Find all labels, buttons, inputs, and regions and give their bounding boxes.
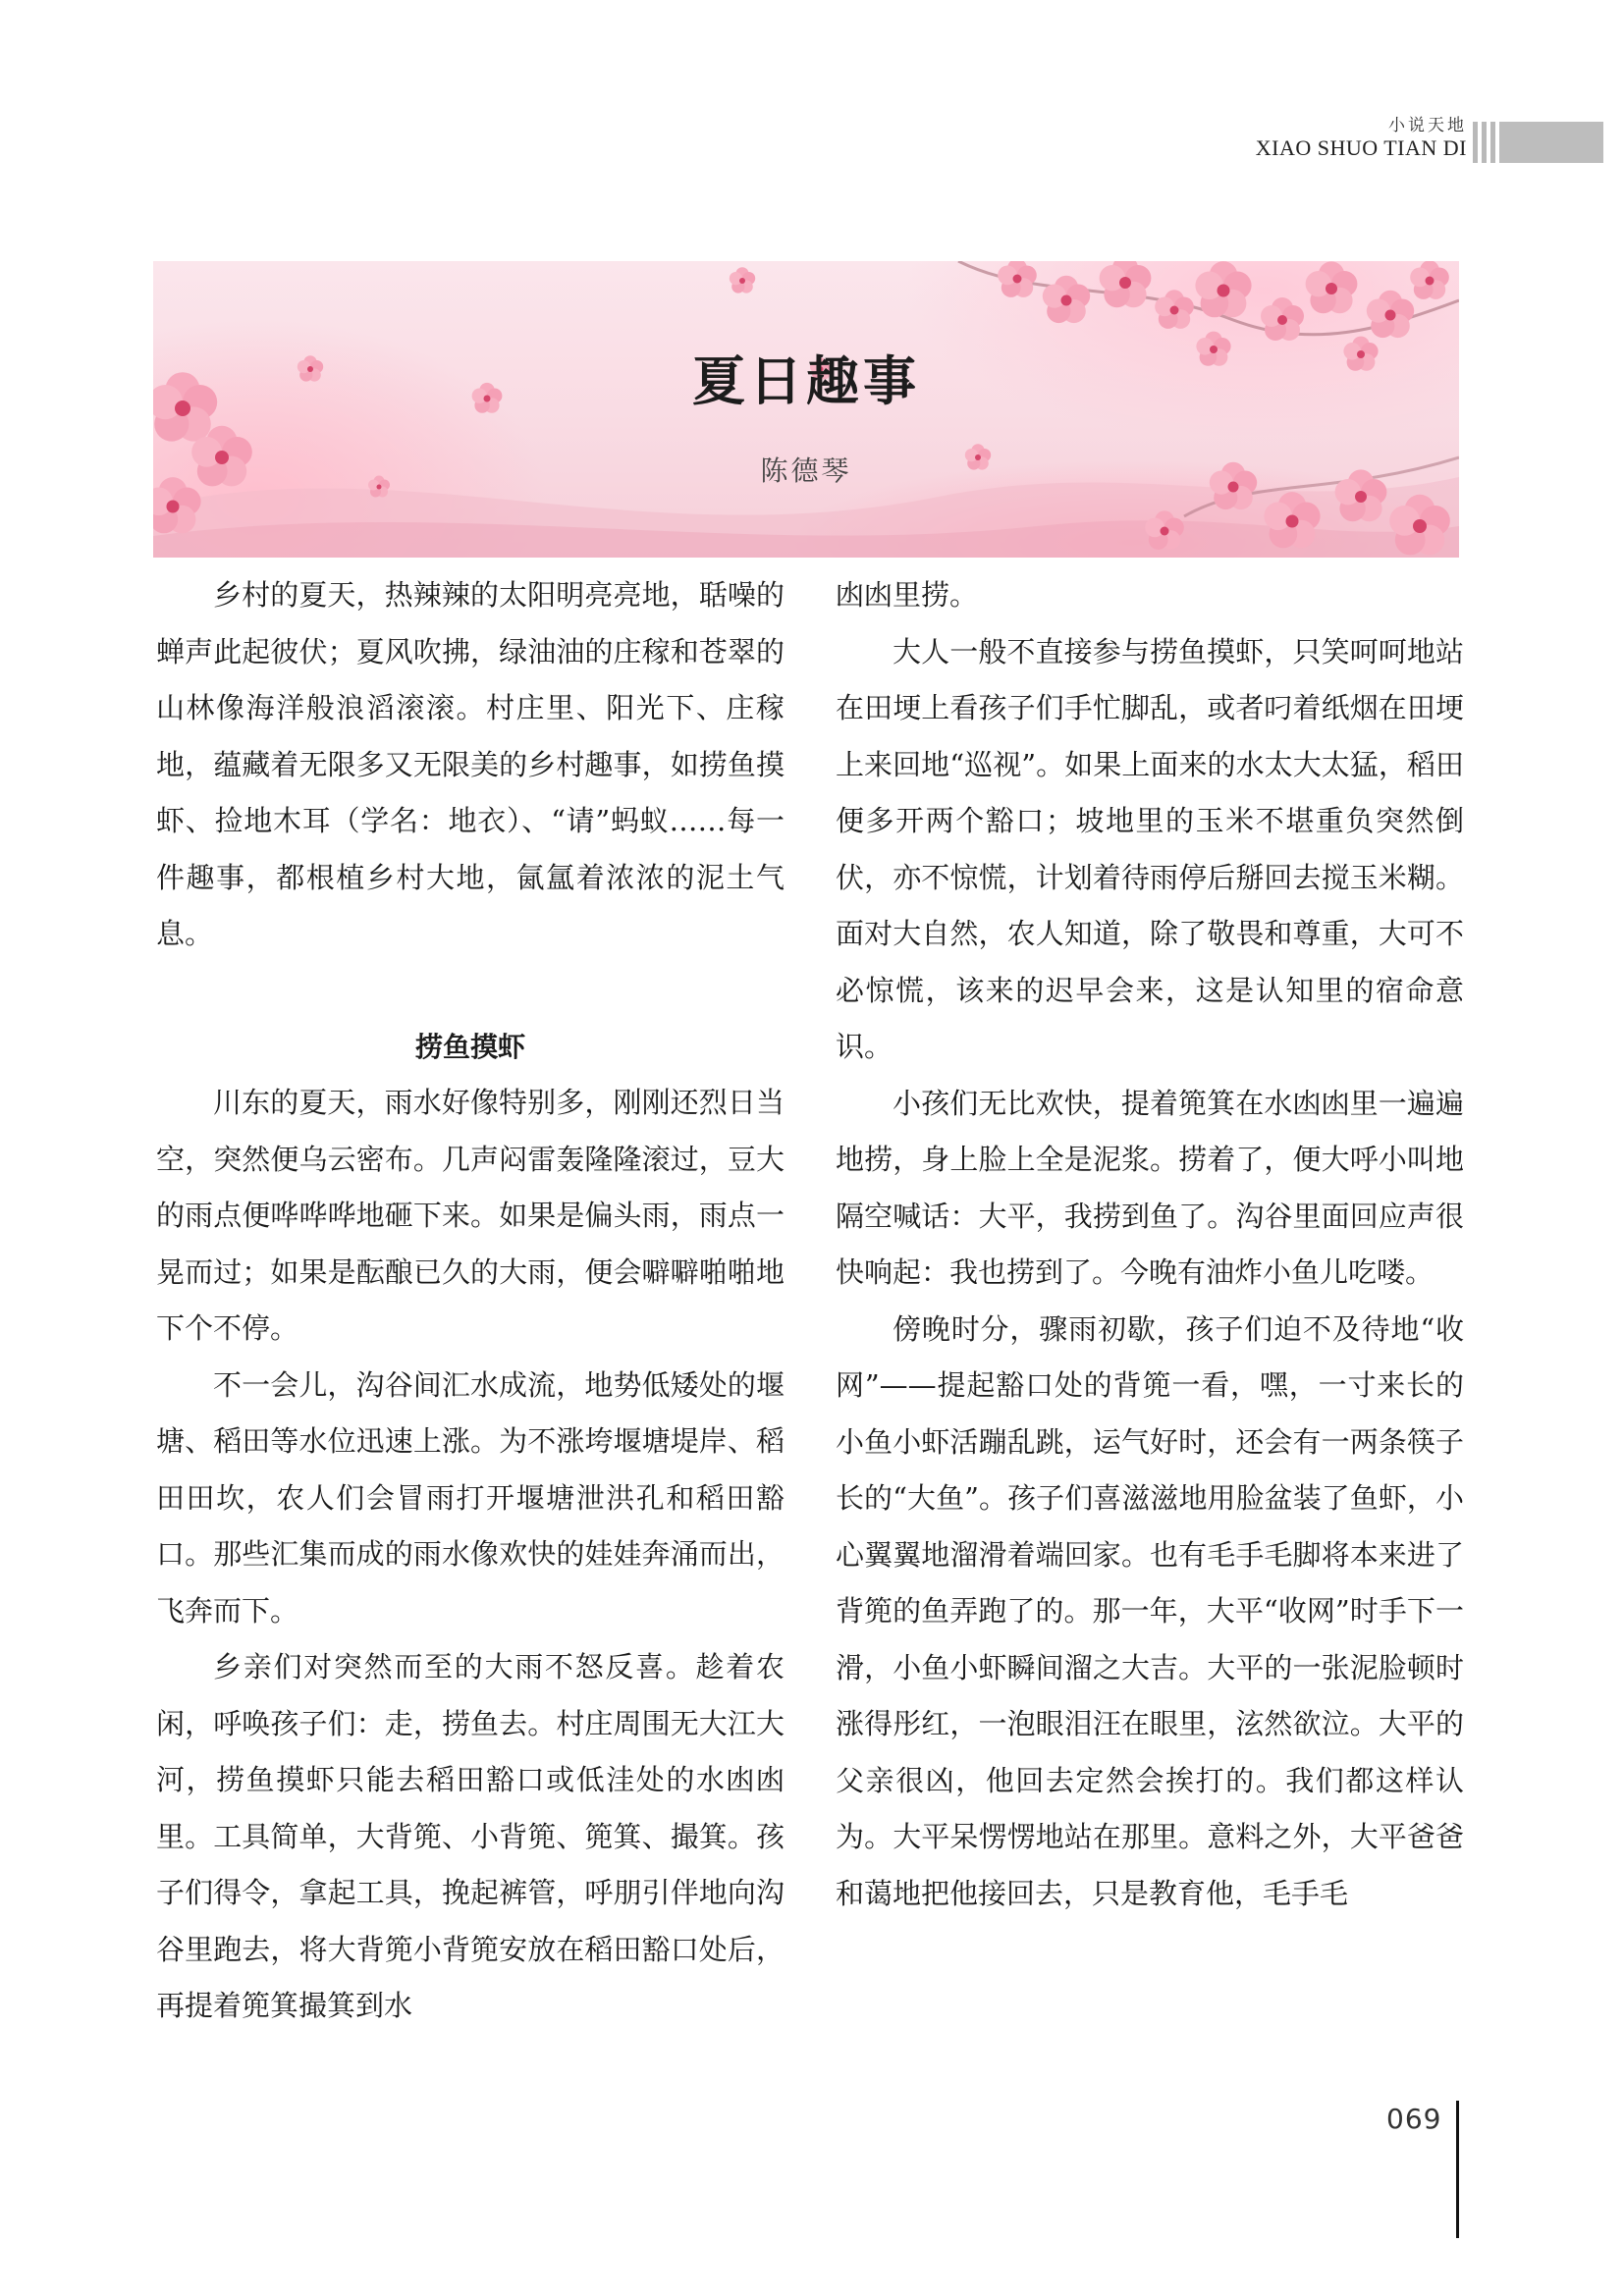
running-header	[1256, 116, 1467, 161]
section-heading: 捞鱼摸虾	[414, 1030, 525, 1063]
paragraph: 川东的夏天，雨水好像特别多，刚刚还烈日当空，突然便乌云密布。几声闷雷轰隆隆滚过，豆大的雨点便哗哗哗地砸下来。如果是偏头雨，雨点一晃而过；如果是酝酿已久的大雨，便会噼噼啪啪地下个不停。	[156, 1086, 785, 1345]
right-column	[836, 567, 1464, 1922]
column-name-en: XIAO SHUO TIAN DI	[1255, 135, 1467, 160]
article-title: 夏日趣事	[692, 350, 920, 412]
title-banner	[153, 261, 1459, 558]
paragraph: 不一会儿，沟谷间汇水成流，地势低矮处的堰塘、稻田等水位迅速上涨。为不涨垮堰塘堤岸、稻田田坎，农人们会冒雨打开堰塘泄洪孔和稻田豁口。那些汇集而成的雨水像欢快的娃娃奔涌而出，飞奔而下。	[156, 1367, 785, 1628]
paragraph-continuation: 凼凼里捞。	[836, 578, 979, 612]
column-name-cn: 小说天地	[1388, 116, 1467, 135]
left-column	[156, 567, 785, 2035]
paragraph: 小孩们无比欢快，提着篼箕在水凼凼里一遍遍地捞，身上脸上全是泥浆。捞着了，便大呼小叫地隔空喊话：大平，我捞到鱼了。沟谷里面回应声很快响起：我也捞到了。今晚有油炸小鱼儿吃喽。	[836, 1086, 1464, 1289]
page-number: 069	[1386, 2103, 1442, 2135]
paragraph: 大人一般不直接参与捞鱼摸虾，只笑呵呵地站在田埂上看孩子们手忙脚乱，或者叼着纸烟在田埂上来回地“巡视”。如果上面来的水太大太猛，稻田便多开两个豁口；坡地里的玉米不堪重负突然倒伏，亦不惊慌，计划着待雨停后掰回去搅玉米糊。面对大自然，农人知道，除了敬畏和尊重，大可不必惊慌，该来的迟早会来，这是认知里的宿命意识。	[836, 634, 1464, 1063]
article-author: 陈德琴	[760, 454, 852, 487]
footer-rule	[1456, 2101, 1459, 2238]
paragraph: 乡亲们对突然而至的大雨不怒反喜。趁着农闲，呼唤孩子们：走，捞鱼去。村庄周围无大江大河，捞鱼摸虾只能去稻田豁口或低洼处的水凼凼里。工具简单，大背篼、小背篼、篼箕、撮箕。孩子们得令，拿起工具，挽起裤管，呼朋引伴地向沟谷里跑去，将大背篼小背篼安放在稻田豁口处后，再提着篼箕撮箕到水	[156, 1650, 785, 2022]
paragraph: 乡村的夏天，热辣辣的太阳明亮亮地，聒噪的蝉声此起彼伏；夏风吹拂，绿油油的庄稼和苍翠的山林像海洋般浪滔滚滚。村庄里、阳光下、庄稼地，蕴藏着无限多又无限美的乡村趣事，如捞鱼摸虾、捡地木耳（学名：地衣）、“请”蚂蚁……每一件趣事，都根植乡村大地，氤氲着浓浓的泥土气息。	[156, 578, 785, 950]
paragraph: 傍晚时分，骤雨初歇，孩子们迫不及待地“收网”——提起豁口处的背篼一看，嘿，一寸来长的小鱼小虾活蹦乱跳，运气好时，还会有一两条筷子长的“大鱼”。孩子们喜滋滋地用脸盆装了鱼虾，小心翼翼地溜滑着端回家。也有毛手毛脚将本来进了背篼的鱼弄跑了的。那一年，大平“收网”时手下一滑，小鱼小虾瞬间溜之大吉。大平的一张泥脸顿时涨得彤红，一泡眼泪汪在眼里，泫然欲泣。大平的父亲很凶，他回去定然会挨打的。我们都这样认为。大平呆愣愣地站在那里。意料之外，大平爸爸和蔼地把他接回去，只是教育他，毛手毛	[836, 1311, 1464, 1910]
header-decoration-bars	[1473, 122, 1610, 163]
